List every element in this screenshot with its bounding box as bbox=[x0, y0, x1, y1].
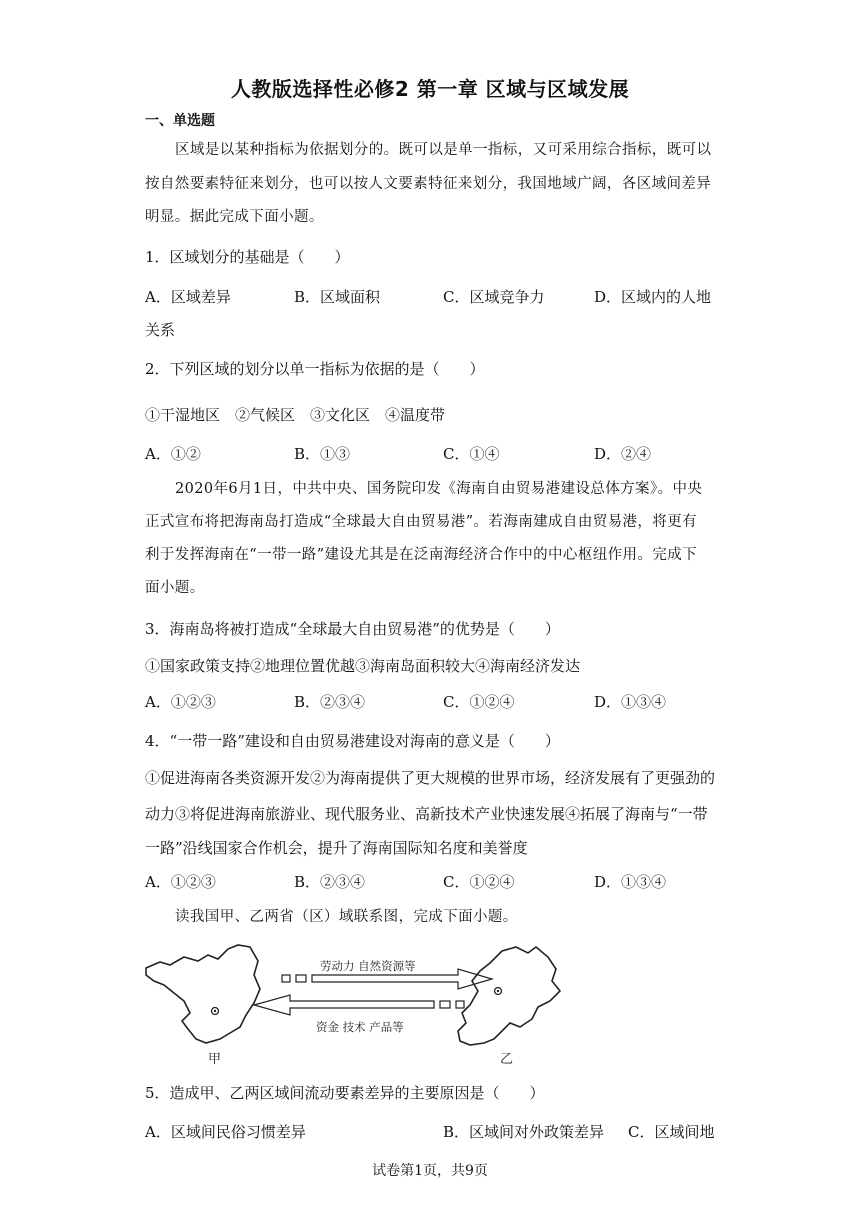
passage2-line1: 2020年6月1日，中共中央、国务院印发《海南自由贸易港建设总体方案》。中央 bbox=[175, 481, 703, 497]
passage3: 读我国甲、乙两省（区）域联系图，完成下面小题。 bbox=[175, 909, 518, 925]
page-title: 人教版选择性必修2 第一章 区域与区域发展 bbox=[230, 77, 630, 101]
q2-option-b[interactable]: B．①③ bbox=[294, 445, 351, 463]
q5-option-b[interactable]: B．区域间对外政策差异 bbox=[443, 1123, 605, 1141]
passage1-line1: 区域是以某种指标为依据划分的。既可以是单一指标，又可采用综合指标，既可以 bbox=[175, 142, 712, 158]
region-yi-outline bbox=[458, 947, 560, 1045]
passage2-line3: 利于发挥海南在“一带一路”建设尤其是在泛南海经济合作中的中心枢纽作用。完成下 bbox=[145, 547, 698, 563]
q1-option-a[interactable]: A．区域差异 bbox=[145, 288, 231, 306]
q4-items-line3: 一路”沿线国家合作机会，提升了海南国际知名度和美誉度 bbox=[145, 839, 528, 857]
region-yi-label: 乙 bbox=[500, 1052, 514, 1065]
q1-option-c[interactable]: C．区域竞争力 bbox=[443, 288, 545, 306]
page-footer: 试卷第1页，共9页 bbox=[372, 1163, 488, 1179]
q1-option-b[interactable]: B．区域面积 bbox=[294, 288, 381, 306]
q3-stem: 3．海南岛将被打造成“全球最大自由贸易港”的优势是（ ） bbox=[145, 620, 560, 638]
q2-stem: 2．下列区域的划分以单一指标为依据的是（ ） bbox=[145, 360, 485, 378]
region-jia-label: 甲 bbox=[208, 1052, 222, 1065]
passage1-line2: 按自然要素特征来划分，也可以按人文要素特征来划分，我国地域广阔，各区域间差异 bbox=[145, 176, 712, 192]
passage2-line2: 正式宣布将把海南岛打造成“全球最大自由贸易港”。若海南建成自由贸易港，将更有 bbox=[145, 514, 698, 530]
q5-stem: 5．造成甲、乙两区域间流动要素差异的主要原因是（ ） bbox=[145, 1084, 545, 1102]
passage2-line4: 面小题。 bbox=[145, 580, 205, 596]
q3-option-a[interactable]: A．①②③ bbox=[145, 693, 216, 711]
q3-items: ①国家政策支持②地理位置优越③海南岛面积较大④海南经济发达 bbox=[145, 657, 581, 675]
q4-option-b[interactable]: B．②③④ bbox=[294, 873, 366, 891]
q4-option-d[interactable]: D．①③④ bbox=[594, 873, 667, 891]
q4-items-line1: ①促进海南各类资源开发②为海南提供了更大规模的世界市场，经济发展有了更强劲的 bbox=[145, 769, 716, 787]
q1-stem: 1．区域划分的基础是（ ） bbox=[145, 248, 350, 266]
q3-option-d[interactable]: D．①③④ bbox=[594, 693, 667, 711]
q4-option-c[interactable]: C．①②④ bbox=[443, 873, 515, 891]
arrow-yi-to-jia bbox=[254, 995, 464, 1015]
q1-option-d-wrap: 关系 bbox=[145, 321, 176, 339]
q3-option-b[interactable]: B．②③④ bbox=[294, 693, 366, 711]
region-jia-outline bbox=[146, 945, 260, 1043]
arrow-bottom-label: 资金 技术 产品等 bbox=[316, 1020, 404, 1034]
q2-option-d[interactable]: D．②④ bbox=[594, 445, 652, 463]
region-link-figure bbox=[140, 935, 570, 1065]
section-heading: 一、单选题 bbox=[145, 113, 215, 129]
q4-option-a[interactable]: A．①②③ bbox=[145, 873, 216, 891]
passage1-line3: 明显。据此完成下面小题。 bbox=[145, 209, 324, 225]
q2-option-c[interactable]: C．①④ bbox=[443, 445, 500, 463]
q5-option-a[interactable]: A．区域间民俗习惯差异 bbox=[145, 1123, 306, 1141]
arrow-top-label: 劳动力 自然资源等 bbox=[320, 959, 416, 973]
q5-option-c[interactable]: C．区域间地 bbox=[628, 1123, 715, 1141]
q3-option-c[interactable]: C．①②④ bbox=[443, 693, 515, 711]
q1-option-d[interactable]: D．区域内的人地 bbox=[594, 288, 712, 306]
q4-stem: 4．“一带一路”建设和自由贸易港建设对海南的意义是（ ） bbox=[145, 732, 560, 750]
q2-option-a[interactable]: A．①② bbox=[145, 445, 201, 463]
q2-items: ①干湿地区 ②气候区 ③文化区 ④温度带 bbox=[145, 406, 446, 424]
q4-items-line2: 动力③将促进海南旅游业、现代服务业、高新技术产业快速发展④拓展了海南与“一带 bbox=[145, 805, 708, 823]
